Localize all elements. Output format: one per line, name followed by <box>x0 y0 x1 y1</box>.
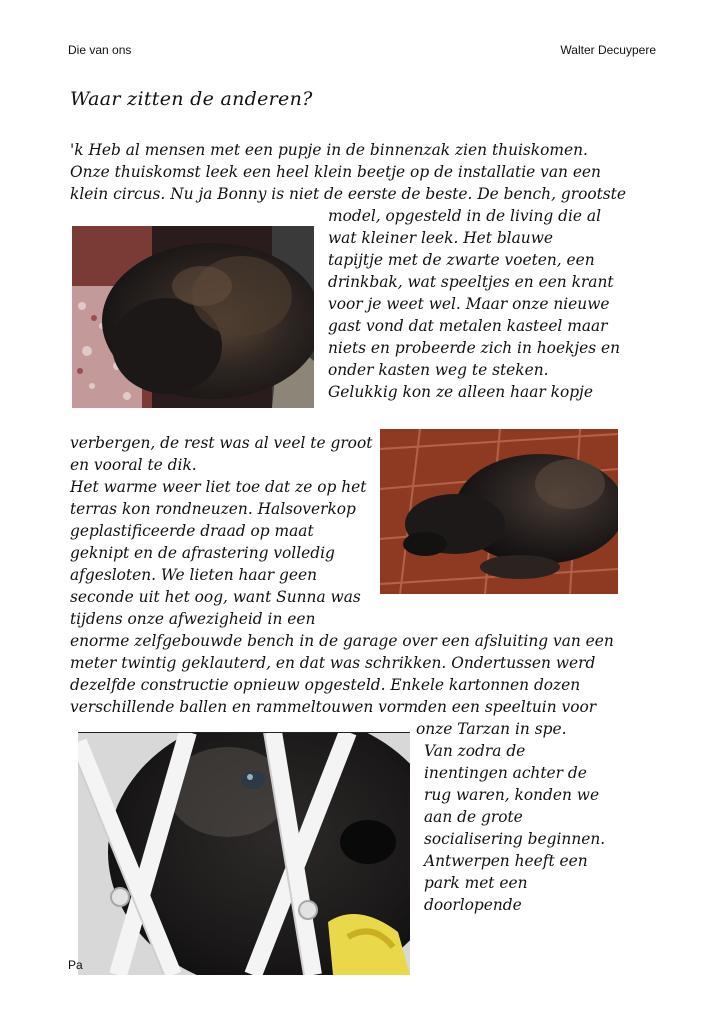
text-line: geplastificeerde draad op maat <box>70 522 314 540</box>
page-title: Waar zitten de anderen? <box>70 88 313 110</box>
text-line: dezelfde constructie opnieuw opgesteld. Enkele kartonnen dozen <box>70 676 581 694</box>
text-line: tijdens onze afwezigheid in een <box>70 610 316 628</box>
text-line: gast vond dat metalen kasteel maar <box>328 317 608 335</box>
text-line: aan de grote <box>424 808 523 826</box>
text-line: drinkbak, wat speeltjes en een krant <box>328 273 614 291</box>
text-line: Onze thuiskomst leek een heel klein beetje op de installatie van een <box>70 163 601 181</box>
text-line: tapijtje met de zwarte voeten, een <box>328 251 595 269</box>
text-line: verbergen, de rest was al veel te groot <box>70 434 373 452</box>
text-line: meter twintig geklauterd, en dat was schrikken. Ondertussen werd <box>70 654 596 672</box>
header-left: Die van ons <box>68 43 132 57</box>
page-footer: Pa <box>68 958 83 972</box>
text-line: model, opgesteld in de living die al <box>328 207 602 225</box>
text-line: park met een <box>424 874 528 892</box>
text-line: geknipt en de afrastering volledig <box>70 544 335 562</box>
text-line: Antwerpen heeft een <box>424 852 588 870</box>
text-line: onder kasten weg te steken. <box>328 361 549 379</box>
text-line: inentingen achter de <box>424 764 587 782</box>
text-line: afgesloten. We lieten haar geen <box>70 566 318 584</box>
text-line: 'k Heb al mensen met een pupje in de binnenzak zien thuiskomen. <box>70 141 588 159</box>
text-line: en vooral te dik. <box>70 456 197 474</box>
text-line: verschillende ballen en rammeltouwen vormden een speeltuin voor <box>70 698 597 716</box>
photo-dog-on-tiles <box>380 429 618 594</box>
text-line: niets en probeerde zich in hoekjes en <box>328 339 621 357</box>
text-line: rug waren, konden we <box>424 786 600 804</box>
text-line: enorme zelfgebouwde bench in de garage over een afsluiting van een <box>70 632 614 650</box>
text-line: Van zodra de <box>424 742 526 760</box>
text-line: Gelukkig kon ze alleen haar kopje <box>328 383 593 401</box>
text-line: terras kon rondneuzen. Halsoverkop <box>70 500 356 518</box>
text-line: wat kleiner leek. Het blauwe <box>328 229 553 247</box>
text-line: doorlopende <box>424 896 522 914</box>
text-line: onze Tarzan in spe. <box>416 720 567 738</box>
text-line: voor je weet wel. Maar onze nieuwe <box>328 295 610 313</box>
text-line: seconde uit het oog, want Sunna was <box>70 588 361 606</box>
text-line: socialisering beginnen. <box>424 830 606 848</box>
photo-puppy-behind-gate <box>78 732 410 975</box>
text-line: Het warme weer liet toe dat ze op het <box>70 478 367 496</box>
photo-puppy-on-rug <box>72 226 314 408</box>
header-right: Walter Decuypere <box>560 43 656 57</box>
text-line: klein circus. Nu ja Bonny is niet de eerste de beste. De bench, grootste <box>70 185 626 203</box>
